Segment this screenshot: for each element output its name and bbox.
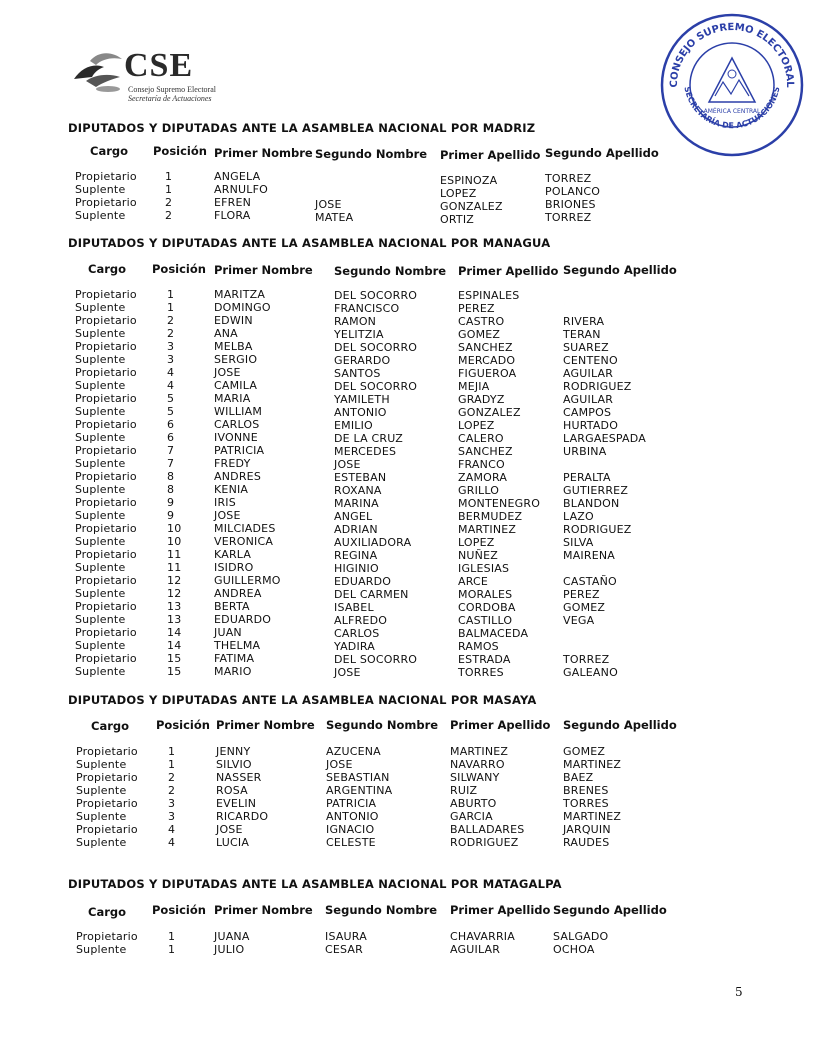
cell-primer-apellido: MONTENEGRO (458, 497, 541, 510)
cell-posicion: 5 (167, 405, 175, 418)
cell-primer-apellido: RODRIGUEZ (450, 836, 519, 849)
cell-segundo-nombre: CELESTE (326, 836, 376, 849)
cell-cargo: Propietario (75, 444, 137, 457)
cell-primer-apellido: PEREZ (458, 302, 495, 315)
cell-segundo-nombre: GERARDO (334, 354, 391, 367)
cell-posicion: 14 (167, 639, 182, 652)
cell-primer-apellido: SILWANY (450, 771, 500, 784)
cell-posicion: 6 (167, 431, 175, 444)
cell-primer-apellido: GONZALEZ (440, 200, 503, 213)
cell-segundo-apellido: TORREZ (545, 172, 592, 185)
cell-posicion: 1 (167, 301, 175, 314)
cell-segundo-nombre: SEBASTIAN (326, 771, 390, 784)
cell-primer-nombre: BERTA (214, 600, 250, 613)
section-title-matagalpa: DIPUTADOS Y DIPUTADAS ANTE LA ASAMBLEA NACIONAL POR MATAGALPA (68, 877, 562, 891)
cell-posicion: 7 (167, 457, 175, 470)
section-title-masaya: DIPUTADOS Y DIPUTADAS ANTE LA ASAMBLEA NACIONAL POR MASAYA (68, 693, 537, 707)
cell-segundo-nombre: ANTONIO (334, 406, 387, 419)
cell-primer-nombre: IRIS (214, 496, 236, 509)
cell-primer-nombre: MILCIADES (214, 522, 276, 535)
cell-primer-apellido: RUIZ (450, 784, 478, 797)
col-header-posicion: Posición (152, 262, 206, 276)
cell-segundo-nombre: JOSE (315, 198, 342, 211)
cell-primer-apellido: CORDOBA (458, 601, 516, 614)
cell-posicion: 2 (165, 209, 173, 222)
cell-segundo-nombre: MATEA (315, 211, 354, 224)
cell-segundo-nombre: ANGEL (334, 510, 373, 523)
cell-posicion: 7 (167, 444, 175, 457)
cell-segundo-apellido: TORREZ (563, 653, 610, 666)
cell-primer-apellido: GOMEZ (458, 328, 501, 341)
cell-primer-apellido: GRILLO (458, 484, 500, 497)
cell-posicion: 3 (167, 353, 175, 366)
cell-posicion: 3 (168, 797, 176, 810)
cell-segundo-apellido: SILVA (563, 536, 594, 549)
svg-text:CONSEJO SUPREMO ELECTORAL: CONSEJO SUPREMO ELECTORAL (668, 21, 796, 88)
col-header-primer-nombre: Primer Nombre (214, 903, 313, 917)
col-header-posicion: Posición (152, 903, 206, 917)
cell-cargo: Propietario (75, 366, 137, 379)
cell-primer-apellido: CALERO (458, 432, 504, 445)
cell-cargo: Suplente (75, 561, 126, 574)
cell-segundo-apellido: RIVERA (563, 315, 605, 328)
cell-segundo-apellido: TORREZ (545, 211, 592, 224)
cell-primer-nombre: ROSA (216, 784, 248, 797)
cell-primer-nombre: MARITZA (214, 288, 266, 301)
cell-primer-apellido: MORALES (458, 588, 513, 601)
cell-primer-apellido: IGLESIAS (458, 562, 510, 575)
cell-segundo-apellido: BAEZ (563, 771, 594, 784)
cell-cargo: Propietario (75, 652, 137, 665)
cell-cargo: Propietario (75, 392, 137, 405)
logo-subtitle: Consejo Supremo Electoral (128, 85, 216, 94)
col-header-segundo-nombre: Segundo Nombre (326, 718, 439, 732)
cell-primer-nombre: ANGELA (214, 170, 261, 183)
cell-posicion: 3 (167, 340, 175, 353)
cell-segundo-apellido: BRENES (563, 784, 609, 797)
cell-primer-nombre: RICARDO (216, 810, 269, 823)
cell-cargo: Suplente (75, 379, 126, 392)
cell-primer-nombre: EDUARDO (214, 613, 272, 626)
dove-icon (68, 45, 128, 105)
cell-primer-apellido: CASTILLO (458, 614, 513, 627)
cell-primer-apellido: SANCHEZ (458, 341, 513, 354)
cell-primer-apellido: LOPEZ (440, 187, 477, 200)
cell-cargo: Propietario (75, 496, 137, 509)
col-header-primer-nombre: Primer Nombre (214, 263, 313, 277)
cell-cargo: Propietario (76, 745, 138, 758)
cell-segundo-nombre: JOSE (334, 666, 361, 679)
cell-cargo: Propietario (76, 771, 138, 784)
page-number: 5 (735, 985, 743, 999)
cell-cargo: Suplente (75, 483, 126, 496)
cell-posicion: 12 (167, 574, 182, 587)
cell-primer-apellido: SANCHEZ (458, 445, 513, 458)
col-header-cargo: Cargo (88, 262, 127, 276)
cell-cargo: Suplente (75, 301, 126, 314)
cell-cargo: Suplente (75, 431, 126, 444)
cell-cargo: Suplente (75, 509, 126, 522)
cell-primer-nombre: GUILLERMO (214, 574, 281, 587)
logo-subtitle-secondary: Secretaría de Actuaciones (128, 94, 212, 103)
cell-primer-apellido: ORTIZ (440, 213, 474, 226)
cell-segundo-apellido: RODRIGUEZ (563, 380, 632, 393)
cell-segundo-nombre: YAMILETH (334, 393, 390, 406)
cell-primer-nombre: ARNULFO (214, 183, 268, 196)
cell-primer-nombre: JUAN (214, 626, 242, 639)
cell-primer-nombre: ANDRES (214, 470, 261, 483)
col-header-segundo-apellido: Segundo Apellido (563, 718, 677, 732)
cell-primer-apellido: GARCIA (450, 810, 493, 823)
cell-primer-apellido: BALMACEDA (458, 627, 529, 640)
cell-posicion: 15 (167, 652, 182, 665)
cell-cargo: Suplente (75, 183, 126, 196)
cse-logo (68, 45, 218, 105)
cell-primer-apellido: ZAMORA (458, 471, 508, 484)
cell-segundo-nombre: RAMON (334, 315, 377, 328)
cell-primer-apellido: ESPINOZA (440, 174, 498, 187)
cell-segundo-apellido: RODRIGUEZ (563, 523, 632, 536)
col-header-segundo-nombre: Segundo Nombre (325, 903, 438, 917)
cell-cargo: Suplente (75, 587, 126, 600)
cell-primer-nombre: DOMINGO (214, 301, 271, 314)
cell-primer-nombre: ISIDRO (214, 561, 254, 574)
cell-primer-nombre: SILVIO (216, 758, 252, 771)
cell-primer-apellido: MEJIA (458, 380, 490, 393)
col-header-primer-apellido: Primer Apellido (450, 718, 551, 732)
cell-segundo-nombre: DEL CARMEN (334, 588, 409, 601)
cell-segundo-nombre: MARINA (334, 497, 379, 510)
cell-posicion: 2 (165, 196, 173, 209)
cell-segundo-apellido: POLANCO (545, 185, 601, 198)
cell-posicion: 1 (168, 930, 176, 943)
cell-primer-nombre: IVONNE (214, 431, 258, 444)
cell-segundo-apellido: PERALTA (563, 471, 611, 484)
cell-segundo-apellido: JARQUIN (563, 823, 611, 836)
cell-primer-nombre: MARIA (214, 392, 251, 405)
cell-segundo-nombre: AUXILIADORA (334, 536, 412, 549)
cell-segundo-apellido: BLANDON (563, 497, 620, 510)
cell-primer-nombre: JOSE (214, 366, 241, 379)
cell-segundo-nombre: REGINA (334, 549, 378, 562)
cell-primer-nombre: CAMILA (214, 379, 258, 392)
cell-primer-nombre: PATRICIA (214, 444, 265, 457)
cell-cargo: Suplente (76, 810, 127, 823)
cell-primer-apellido: NUÑEZ (458, 549, 498, 562)
svg-text:AMÉRICA CENTRAL: AMÉRICA CENTRAL (703, 108, 761, 115)
cell-primer-apellido: RAMOS (458, 640, 499, 653)
cell-primer-apellido: MARTINEZ (450, 745, 509, 758)
cell-cargo: Propietario (75, 418, 137, 431)
section-title-managua: DIPUTADOS Y DIPUTADAS ANTE LA ASAMBLEA NACIONAL POR MANAGUA (68, 236, 551, 250)
cell-segundo-apellido: BRIONES (545, 198, 596, 211)
col-header-primer-nombre: Primer Nombre (214, 146, 313, 160)
cell-primer-nombre: CARLOS (214, 418, 260, 431)
cell-primer-nombre: SERGIO (214, 353, 258, 366)
cell-primer-nombre: KENIA (214, 483, 249, 496)
cell-primer-nombre: LUCIA (216, 836, 250, 849)
cell-posicion: 9 (167, 509, 175, 522)
cell-segundo-apellido: GALEANO (563, 666, 618, 679)
cell-cargo: Propietario (75, 196, 137, 209)
cell-segundo-nombre: MERCEDES (334, 445, 397, 458)
cell-primer-apellido: ESPINALES (458, 289, 520, 302)
cell-primer-nombre: VERONICA (214, 535, 274, 548)
cell-segundo-apellido: CASTAÑO (563, 575, 617, 588)
cell-segundo-nombre: HIGINIO (334, 562, 379, 575)
cell-segundo-nombre: JOSE (326, 758, 353, 771)
cell-segundo-nombre: DEL SOCORRO (334, 653, 418, 666)
cell-posicion: 4 (167, 379, 175, 392)
cell-segundo-nombre: YADIRA (334, 640, 376, 653)
cell-segundo-apellido: GUTIERREZ (563, 484, 629, 497)
cell-posicion: 3 (168, 810, 176, 823)
cell-posicion: 10 (167, 535, 182, 548)
cell-posicion: 1 (165, 170, 173, 183)
cell-posicion: 9 (167, 496, 175, 509)
cell-cargo: Suplente (75, 209, 126, 222)
cell-segundo-nombre: ANTONIO (326, 810, 379, 823)
cell-segundo-apellido: LAZO (563, 510, 594, 523)
cell-cargo: Propietario (75, 522, 137, 535)
cell-primer-apellido: CHAVARRIA (450, 930, 515, 943)
cell-segundo-nombre: DE LA CRUZ (334, 432, 404, 445)
cell-cargo: Propietario (76, 797, 138, 810)
col-header-primer-nombre: Primer Nombre (216, 718, 315, 732)
col-header-segundo-nombre: Segundo Nombre (334, 264, 447, 278)
svg-text:SECRETARÍA DE ACTUACIONES: SECRETARÍA DE ACTUACIONES (682, 85, 782, 131)
cell-primer-apellido: BERMUDEZ (458, 510, 523, 523)
col-header-posicion: Posición (156, 718, 210, 732)
cell-posicion: 1 (168, 745, 176, 758)
cell-primer-apellido: GRADYZ (458, 393, 505, 406)
cell-primer-nombre: EVELIN (216, 797, 257, 810)
cell-segundo-apellido: AGUILAR (563, 393, 614, 406)
col-header-posicion: Posición (153, 144, 207, 158)
cell-posicion: 12 (167, 587, 182, 600)
cell-primer-nombre: JOSE (216, 823, 243, 836)
col-header-cargo: Cargo (88, 905, 127, 919)
cell-cargo: Propietario (75, 470, 137, 483)
cell-segundo-nombre: DEL SOCORRO (334, 289, 418, 302)
cell-segundo-nombre: ROXANA (334, 484, 382, 497)
cell-cargo: Suplente (75, 613, 126, 626)
cell-primer-apellido: FRANCO (458, 458, 505, 471)
cell-segundo-nombre: ESTEBAN (334, 471, 387, 484)
cell-primer-nombre: EDWIN (214, 314, 253, 327)
cell-primer-nombre: FATIMA (214, 652, 255, 665)
col-header-primer-apellido: Primer Apellido (440, 148, 541, 162)
logo-text: CSE (124, 47, 194, 84)
cell-primer-nombre: WILLIAM (214, 405, 263, 418)
cell-cargo: Propietario (75, 170, 137, 183)
cell-primer-nombre: ANDREA (214, 587, 262, 600)
cell-primer-apellido: CASTRO (458, 315, 505, 328)
col-header-segundo-apellido: Segundo Apellido (545, 146, 659, 160)
cell-segundo-nombre: FRANCISCO (334, 302, 400, 315)
cell-primer-apellido: BALLADARES (450, 823, 525, 836)
cell-posicion: 8 (167, 483, 175, 496)
cell-cargo: Suplente (76, 943, 127, 956)
cell-posicion: 2 (167, 327, 175, 340)
cell-posicion: 4 (168, 836, 176, 849)
cell-posicion: 13 (167, 613, 182, 626)
cell-posicion: 1 (165, 183, 173, 196)
cell-primer-nombre: THELMA (214, 639, 261, 652)
cell-primer-apellido: ABURTO (450, 797, 497, 810)
cell-segundo-apellido: TERAN (563, 328, 601, 341)
cell-segundo-apellido: MARTINEZ (563, 810, 622, 823)
cell-cargo: Propietario (75, 314, 137, 327)
cell-cargo: Propietario (75, 340, 137, 353)
cell-segundo-nombre: ALFREDO (334, 614, 388, 627)
cell-primer-apellido: ARCE (458, 575, 489, 588)
cell-posicion: 11 (167, 561, 182, 574)
cell-segundo-apellido: MARTINEZ (563, 758, 622, 771)
cell-segundo-apellido: CAMPOS (563, 406, 612, 419)
cell-segundo-apellido: SALGADO (553, 930, 609, 943)
cell-cargo: Suplente (75, 639, 126, 652)
cell-primer-apellido: AGUILAR (450, 943, 501, 956)
cell-cargo: Propietario (75, 626, 137, 639)
cell-segundo-nombre: ARGENTINA (326, 784, 393, 797)
cell-segundo-nombre: EDUARDO (334, 575, 392, 588)
cell-segundo-apellido: HURTADO (563, 419, 619, 432)
cell-primer-nombre: JENNY (216, 745, 251, 758)
cell-segundo-apellido: AGUILAR (563, 367, 614, 380)
cell-cargo: Propietario (75, 574, 137, 587)
cell-posicion: 4 (167, 366, 175, 379)
cell-posicion: 14 (167, 626, 182, 639)
cell-segundo-nombre: ISAURA (325, 930, 367, 943)
cell-primer-nombre: KARLA (214, 548, 252, 561)
cell-posicion: 1 (168, 758, 176, 771)
cell-cargo: Suplente (75, 405, 126, 418)
cell-segundo-nombre: IGNACIO (326, 823, 375, 836)
cell-posicion: 8 (167, 470, 175, 483)
cell-posicion: 15 (167, 665, 182, 678)
cell-primer-apellido: TORRES (458, 666, 504, 679)
official-seal (657, 10, 807, 160)
cell-primer-nombre: JUANA (214, 930, 250, 943)
seal-stamp-icon (657, 10, 807, 160)
cell-cargo: Suplente (75, 665, 126, 678)
cell-segundo-apellido: GOMEZ (563, 601, 606, 614)
cell-primer-nombre: FLORA (214, 209, 251, 222)
cell-primer-apellido: MERCADO (458, 354, 516, 367)
cell-posicion: 2 (167, 314, 175, 327)
cell-posicion: 1 (167, 288, 175, 301)
cell-segundo-nombre: CESAR (325, 943, 363, 956)
cell-segundo-apellido: URBINA (563, 445, 607, 458)
cell-segundo-nombre: JOSE (334, 458, 361, 471)
cell-posicion: 4 (168, 823, 176, 836)
cell-segundo-apellido: MAIRENA (563, 549, 616, 562)
cell-cargo: Propietario (76, 823, 138, 836)
col-header-cargo: Cargo (91, 719, 130, 733)
cell-primer-nombre: FREDY (214, 457, 251, 470)
cell-primer-nombre: JULIO (214, 943, 245, 956)
cell-primer-apellido: LOPEZ (458, 419, 495, 432)
cell-segundo-apellido: GOMEZ (563, 745, 606, 758)
section-title-madriz: DIPUTADOS Y DIPUTADAS ANTE LA ASAMBLEA NACIONAL POR MADRIZ (68, 121, 536, 135)
cell-segundo-apellido: CENTENO (563, 354, 618, 367)
cell-cargo: Propietario (75, 548, 137, 561)
cell-segundo-nombre: PATRICIA (326, 797, 377, 810)
cell-cargo: Propietario (75, 288, 137, 301)
cell-primer-nombre: EFREN (214, 196, 252, 209)
cell-posicion: 11 (167, 548, 182, 561)
cell-segundo-nombre: DEL SOCORRO (334, 380, 418, 393)
cell-primer-apellido: GONZALEZ (458, 406, 521, 419)
cell-posicion: 13 (167, 600, 182, 613)
cell-segundo-apellido: OCHOA (553, 943, 595, 956)
cell-cargo: Suplente (75, 327, 126, 340)
cell-posicion: 2 (168, 784, 176, 797)
cell-primer-apellido: LOPEZ (458, 536, 495, 549)
cell-segundo-nombre: SANTOS (334, 367, 381, 380)
cell-primer-apellido: NAVARRO (450, 758, 505, 771)
cell-segundo-apellido: VEGA (563, 614, 595, 627)
cell-primer-nombre: JOSE (214, 509, 241, 522)
cell-posicion: 6 (167, 418, 175, 431)
cell-segundo-nombre: AZUCENA (326, 745, 381, 758)
cell-primer-nombre: ANA (214, 327, 238, 340)
col-header-primer-apellido: Primer Apellido (458, 264, 559, 278)
cell-cargo: Suplente (75, 535, 126, 548)
cell-segundo-apellido: LARGAESPADA (563, 432, 646, 445)
cell-primer-apellido: ESTRADA (458, 653, 511, 666)
cell-primer-apellido: MARTINEZ (458, 523, 517, 536)
cell-segundo-apellido: RAUDES (563, 836, 610, 849)
cell-primer-nombre: MARIO (214, 665, 252, 678)
cell-cargo: Suplente (75, 353, 126, 366)
cell-posicion: 5 (167, 392, 175, 405)
cell-cargo: Propietario (75, 600, 137, 613)
col-header-segundo-nombre: Segundo Nombre (315, 147, 428, 161)
cell-posicion: 2 (168, 771, 176, 784)
col-header-segundo-apellido: Segundo Apellido (553, 903, 667, 917)
cell-segundo-nombre: CARLOS (334, 627, 380, 640)
cell-segundo-nombre: ISABEL (334, 601, 374, 614)
col-header-segundo-apellido: Segundo Apellido (563, 263, 677, 277)
cell-cargo: Suplente (76, 836, 127, 849)
cell-segundo-nombre: EMILIO (334, 419, 373, 432)
cell-segundo-nombre: DEL SOCORRO (334, 341, 418, 354)
cell-posicion: 1 (168, 943, 176, 956)
cell-segundo-nombre: ADRIAN (334, 523, 378, 536)
col-header-cargo: Cargo (90, 144, 129, 158)
cell-cargo: Propietario (76, 930, 138, 943)
cell-primer-nombre: NASSER (216, 771, 262, 784)
cell-primer-apellido: FIGUEROA (458, 367, 517, 380)
cell-cargo: Suplente (76, 784, 127, 797)
col-header-primer-apellido: Primer Apellido (450, 903, 551, 917)
cell-primer-nombre: MELBA (214, 340, 253, 353)
cell-segundo-apellido: PEREZ (563, 588, 600, 601)
cell-segundo-apellido: SUAREZ (563, 341, 609, 354)
cell-cargo: Suplente (75, 457, 126, 470)
cell-posicion: 10 (167, 522, 182, 535)
cell-segundo-apellido: TORRES (563, 797, 609, 810)
cell-cargo: Suplente (76, 758, 127, 771)
cell-segundo-nombre: YELITZIA (334, 328, 384, 341)
